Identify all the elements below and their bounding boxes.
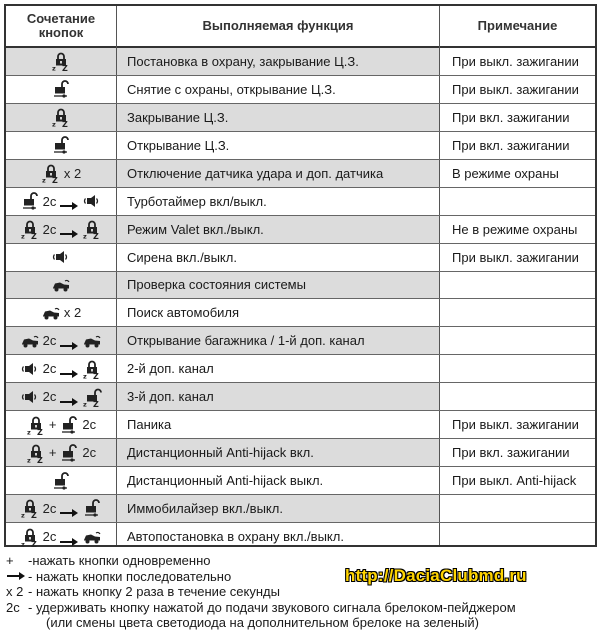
button-combination-cell	[6, 48, 116, 75]
svg-text:z: z	[20, 540, 25, 547]
lock-zz-icon	[26, 415, 46, 435]
lock-zz-icon	[41, 163, 61, 183]
function-cell: 3-й доп. канал	[117, 383, 439, 410]
unlock-icon	[51, 79, 71, 99]
unlock-icon	[20, 191, 40, 211]
note-cell: При вкл. зажигании	[452, 109, 570, 125]
car-icon	[51, 275, 71, 295]
svg-text:z: z	[26, 456, 31, 463]
siren-icon	[20, 387, 40, 407]
combination-modifier: x 2	[63, 305, 82, 321]
svg-text:z: z	[52, 120, 56, 128]
unlock-icon	[51, 471, 71, 491]
legend-text: - нажать кнопку 2 раза в течение секунды	[28, 584, 280, 600]
svg-text:Z: Z	[51, 176, 58, 184]
combination-modifier: +	[48, 445, 57, 461]
button-combination-cell	[6, 76, 116, 103]
lock-zz-icon	[20, 498, 40, 518]
unlock-icon	[51, 135, 71, 155]
table-header	[6, 6, 595, 48]
combination-modifier: 2с	[42, 193, 57, 209]
car-icon	[82, 331, 102, 351]
function-cell: Поиск автомобиля	[127, 305, 240, 321]
legend-text: - удерживать кнопку нажатой до подачи звукового сигнала брелоком-пейджером	[28, 599, 516, 615]
arrow-icon	[6, 571, 28, 581]
legend-continuation: (или смены цвета светодиода на дополнительном брелоке на зеленый)	[46, 615, 479, 631]
svg-text:Z: Z	[93, 399, 100, 407]
combination-modifier: +	[48, 417, 57, 433]
button-combination-cell	[6, 383, 116, 410]
button-combination-cell	[6, 439, 116, 466]
function-cell: Снятие с охраны, открывание Ц.З.	[127, 81, 336, 97]
legend	[6, 553, 596, 631]
siren-icon	[20, 359, 40, 379]
unlock-zz-icon	[82, 387, 102, 407]
table-row	[6, 383, 595, 411]
arrow-icon	[59, 364, 79, 374]
button-combination-cell	[6, 244, 116, 271]
legend-symbol: +	[6, 553, 14, 568]
note-cell: При выкл. зажигании	[452, 53, 579, 69]
note-cell: При выкл. зажигании	[452, 417, 579, 433]
button-combination-cell	[6, 272, 116, 299]
button-combination-cell	[6, 411, 116, 438]
svg-text:Z: Z	[93, 371, 100, 379]
svg-text:z: z	[20, 511, 25, 519]
function-cell: Проверка состояния системы	[117, 272, 439, 299]
car-icon	[41, 303, 61, 323]
note-cell	[440, 327, 595, 354]
function-cell: Постановка в охрану, закрывание Ц.З.	[117, 48, 439, 75]
legend-item	[6, 600, 596, 616]
lock-zz-icon	[20, 527, 40, 547]
function-cell: Закрывание Ц.З.	[117, 104, 439, 131]
svg-text:Z: Z	[30, 511, 37, 519]
combination-modifier: 2с	[42, 361, 57, 377]
arrow-icon	[59, 503, 79, 513]
combination-modifier: 2с	[42, 500, 57, 516]
svg-text:z: z	[52, 64, 56, 72]
legend-text: - нажать кнопки последовательно	[28, 568, 232, 584]
arrow-icon	[59, 532, 79, 542]
header-buttons: Сочетание кнопок	[26, 11, 96, 40]
note-cell	[440, 383, 595, 410]
function-cell: 2-й доп. канал	[127, 361, 214, 377]
function-cell: Дистанционный Anti-hijack вкл.	[117, 439, 439, 466]
button-combination-cell	[6, 327, 116, 354]
combination-modifier: x 2	[63, 165, 82, 181]
function-cell: Отключение датчика удара и доп. датчика	[117, 160, 439, 187]
table-row	[6, 188, 595, 216]
note-cell: При выкл. Anti-hijack	[452, 473, 577, 489]
table-row	[6, 495, 595, 523]
lock-zz-icon	[82, 359, 102, 379]
note-cell	[440, 523, 595, 551]
combination-modifier: 2с	[82, 417, 97, 433]
svg-text:Z: Z	[30, 231, 37, 240]
siren-icon	[51, 247, 71, 267]
header-note: Примечание	[477, 18, 558, 33]
legend-symbol: x 2	[6, 584, 24, 600]
legend-text: -нажать кнопки одновременно	[28, 553, 211, 568]
svg-text:Z: Z	[30, 539, 37, 547]
function-cell: Сирена вкл./выкл.	[127, 249, 237, 265]
note-cell	[440, 299, 595, 326]
table-row	[6, 299, 595, 327]
table-row	[6, 48, 595, 76]
svg-text:z: z	[83, 372, 88, 379]
car-icon	[82, 527, 102, 547]
arrow-icon	[59, 392, 79, 402]
lock-zz-icon	[26, 443, 46, 463]
function-cell: Иммобилайзер вкл./выкл.	[117, 495, 439, 522]
svg-text:z: z	[26, 428, 31, 435]
note-cell	[440, 272, 595, 299]
combination-modifier: 2с	[42, 221, 57, 237]
svg-text:Z: Z	[62, 120, 68, 128]
svg-text:z: z	[20, 232, 25, 240]
button-combination-cell	[6, 299, 116, 326]
function-cell: Открывание Ц.З.	[127, 137, 230, 153]
function-cell: Паника	[127, 417, 172, 433]
button-combination-cell	[6, 132, 116, 159]
combination-modifier: 2с	[42, 333, 57, 349]
lock-zz-icon	[20, 219, 40, 239]
note-cell: При выкл. зажигании	[452, 249, 579, 265]
lock-zz-icon	[51, 51, 71, 71]
button-combination-cell	[6, 188, 116, 215]
table-row	[6, 76, 595, 104]
lock-zz-icon	[82, 219, 102, 239]
function-cell: Автопостановка в охрану вкл./выкл.	[127, 529, 344, 545]
note-cell: Не в режиме охраны	[452, 221, 578, 237]
arrow-icon	[59, 196, 79, 206]
combination-modifier: 2с	[82, 445, 97, 461]
svg-text:z: z	[83, 400, 88, 407]
legend-symbol: 2с	[6, 599, 20, 615]
note-cell	[440, 188, 595, 215]
button-combination-cell	[6, 467, 116, 494]
button-combinations-table	[4, 4, 597, 547]
button-combination-cell	[6, 104, 116, 131]
note-cell	[440, 495, 595, 522]
svg-text:z: z	[41, 176, 46, 184]
legend-item	[6, 584, 596, 600]
table-row	[6, 411, 595, 439]
note-cell: При вкл. зажигании	[452, 445, 570, 461]
table-row	[6, 355, 595, 383]
table-body	[6, 48, 595, 551]
button-combination-cell	[6, 523, 116, 551]
function-cell: Режим Valet вкл./выкл.	[117, 216, 439, 243]
function-cell: Турботаймер вкл/выкл.	[127, 193, 267, 209]
function-cell: Дистанционный Anti-hijack выкл.	[127, 473, 324, 489]
table-row	[6, 523, 595, 551]
site-watermark: http://DaciaClubmd.ru	[345, 566, 527, 585]
table-row	[6, 160, 595, 188]
unlock-icon	[59, 415, 79, 435]
siren-icon	[82, 191, 102, 211]
unlock-icon	[82, 498, 102, 518]
note-cell: При выкл. зажигании	[452, 81, 579, 97]
note-cell: При вкл. зажигании	[452, 137, 570, 153]
svg-text:z: z	[83, 232, 88, 240]
table-row	[6, 439, 595, 467]
arrow-icon	[59, 336, 79, 346]
table-row	[6, 467, 595, 495]
svg-text:Z: Z	[36, 427, 43, 435]
function-cell: Открывание багажника / 1-й доп. канал	[117, 327, 439, 354]
button-combination-cell	[6, 495, 116, 522]
table-row	[6, 244, 595, 272]
table-row	[6, 272, 595, 300]
header-function: Выполняемая функция	[202, 18, 354, 33]
note-cell: В режиме охраны	[452, 165, 559, 181]
button-combination-cell	[6, 160, 116, 187]
arrow-icon	[59, 224, 79, 234]
svg-text:Z: Z	[62, 64, 68, 72]
table-row	[6, 327, 595, 355]
combination-modifier: 2с	[42, 389, 57, 405]
svg-text:Z: Z	[93, 231, 100, 240]
table-row	[6, 216, 595, 244]
button-combination-cell	[6, 355, 116, 382]
car-icon	[20, 331, 40, 351]
table-row	[6, 104, 595, 132]
button-combination-cell	[6, 216, 116, 243]
unlock-icon	[59, 443, 79, 463]
lock-zz-icon	[51, 107, 71, 127]
combination-modifier: 2с	[42, 529, 57, 545]
table-row	[6, 132, 595, 160]
svg-text:Z: Z	[36, 455, 43, 463]
note-cell	[440, 355, 595, 382]
